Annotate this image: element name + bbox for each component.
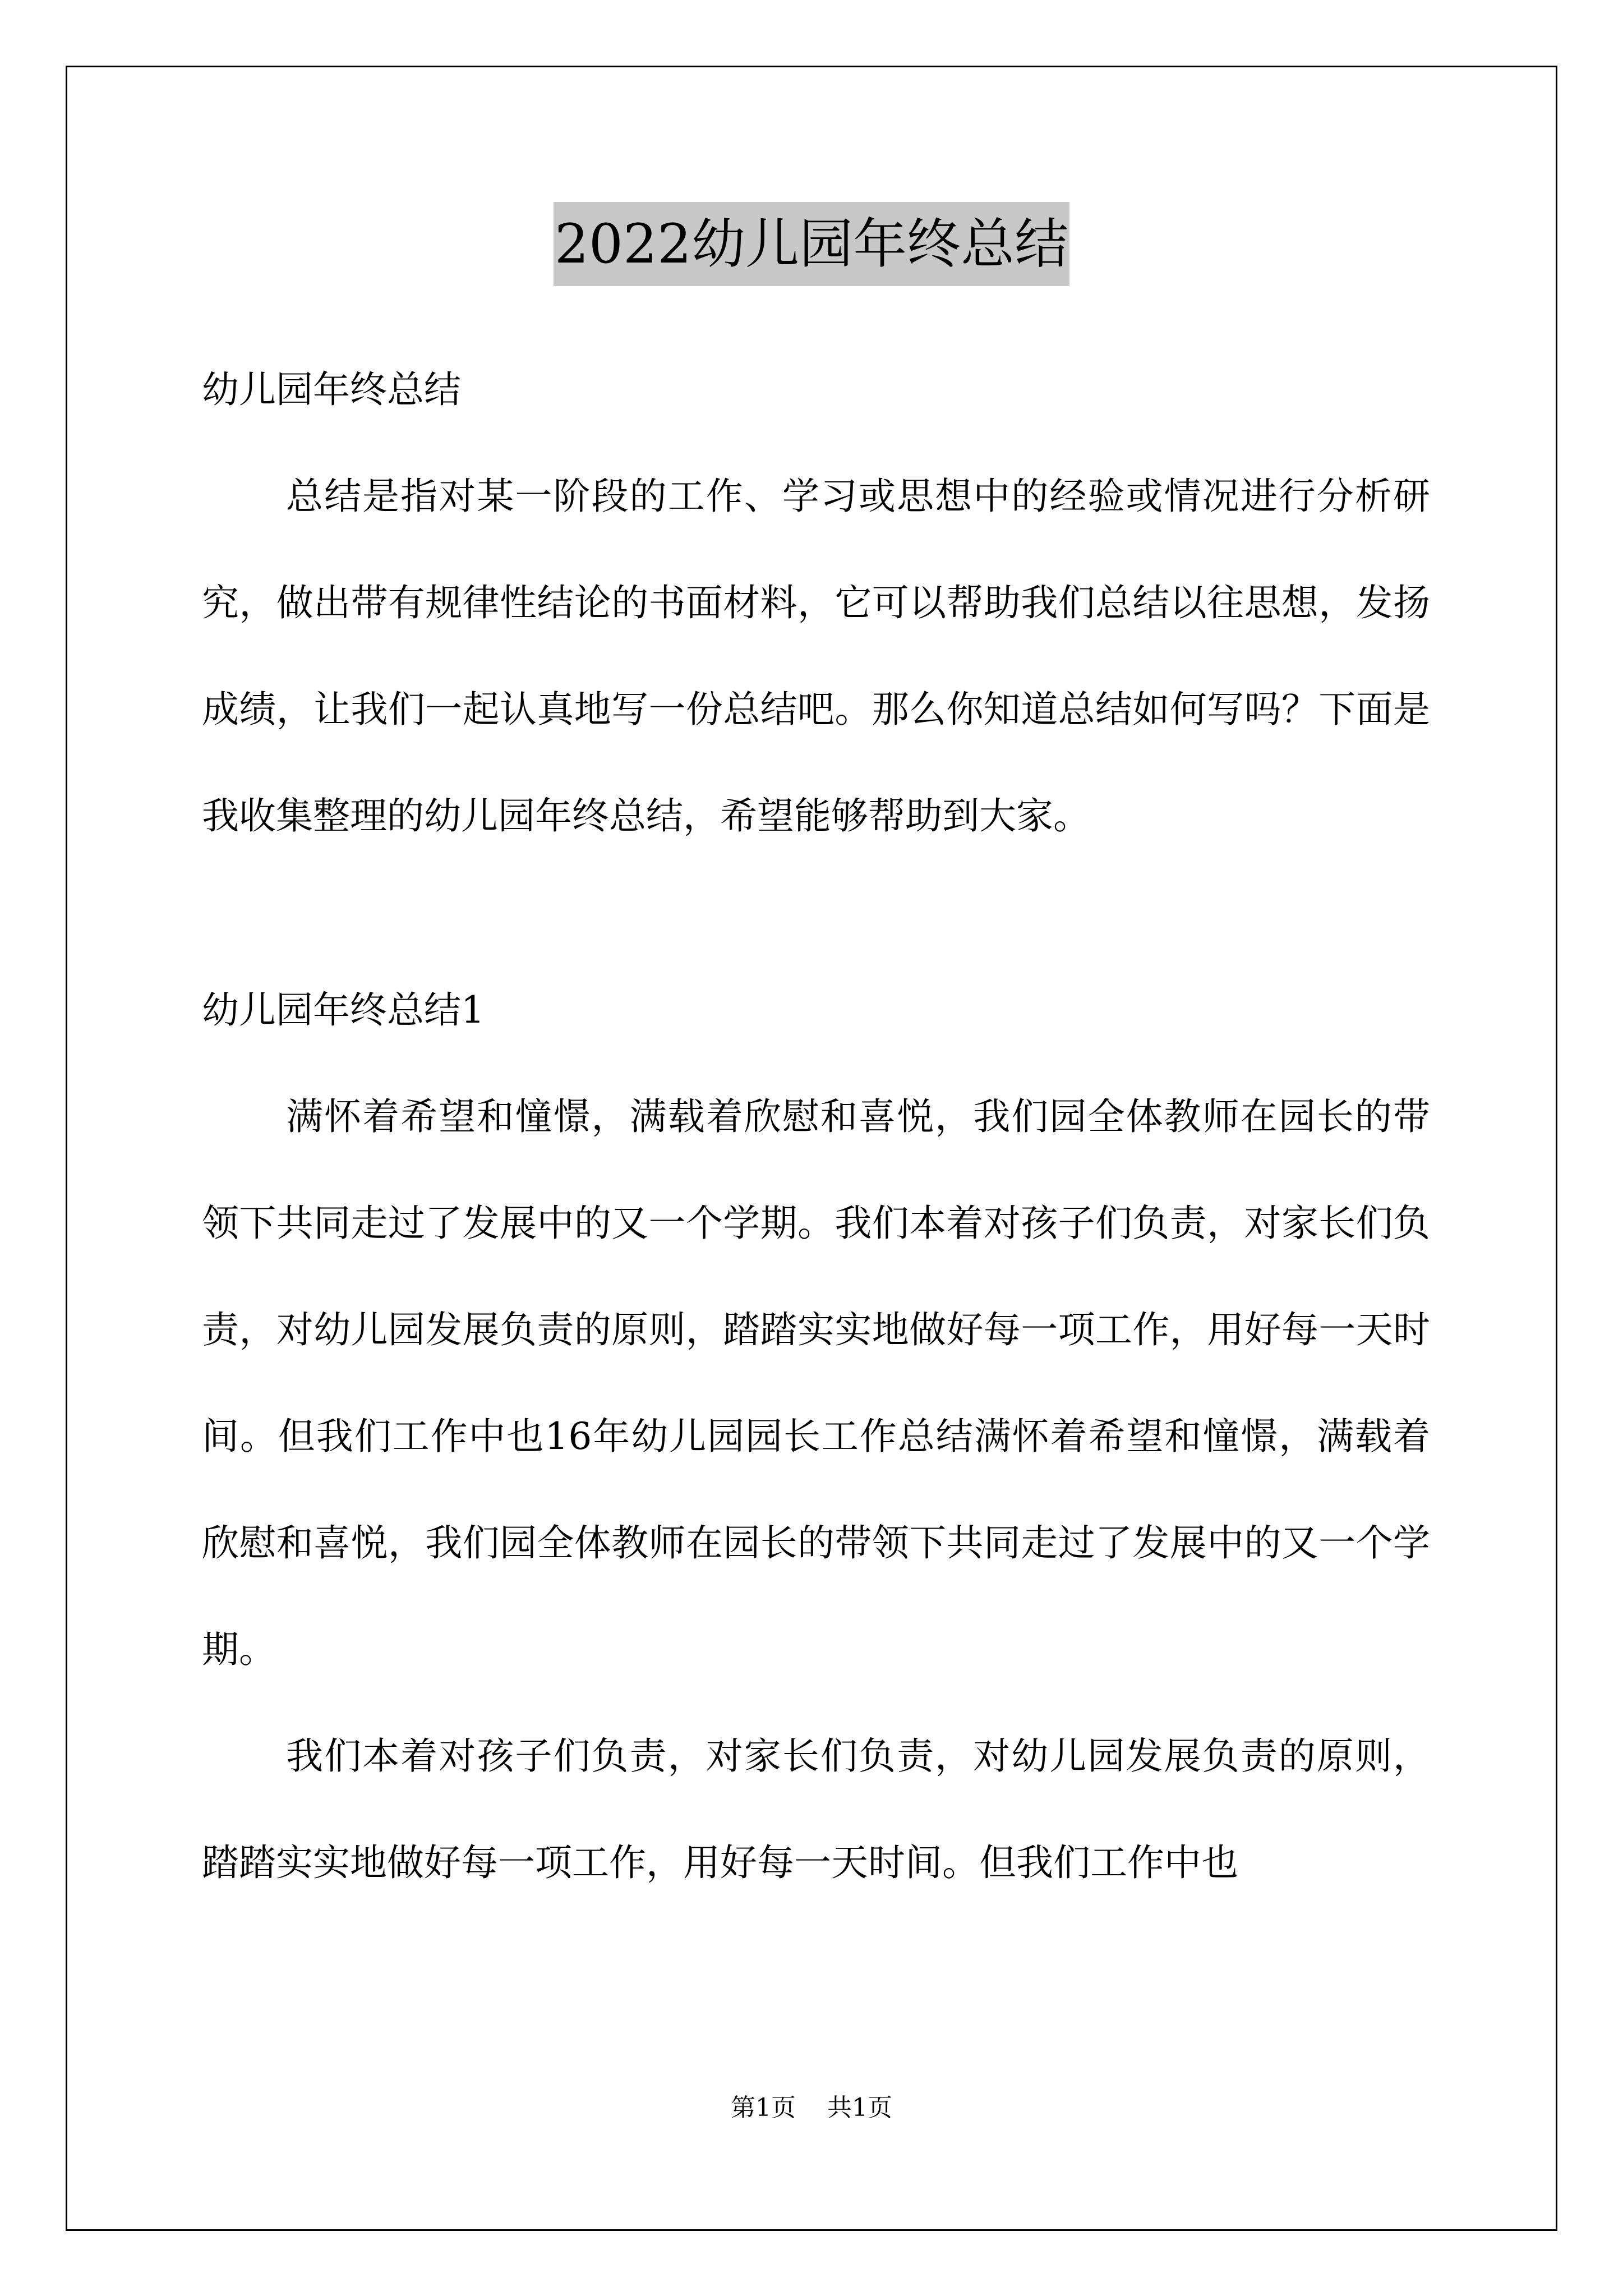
document-body [202,337,1430,1916]
page-number-current: 第1页 [731,2093,796,2122]
body-paragraph-1: 满怀着希望和憧憬，满载着欣慰和喜悦，我们园全体教师在园长的带领下共同走过了发展中的又一个学期。我们本着对孩子们负责，对家长们负责，对幼儿园发展负责的原则，踏踏实实地做好每一项工作，用好每一天时间。但我们工作中也16年幼儿园园长工作总结满怀着希望和憧憬，满载着欣慰和喜悦，我们园全体教师在园长的带领下共同走过了发展中的又一个学期。 [202,1095,1430,1671]
title-container [0,202,1623,286]
document-title: 2022幼儿园年终总结 [554,202,1069,286]
section-spacer [202,869,1430,957]
document-subtitle: 幼儿园年终总结 [202,368,461,411]
page-number-total: 共1页 [827,2093,892,2122]
section-heading: 幼儿园年终总结1 [202,988,485,1032]
body-paragraph-2: 我们本着对孩子们负责，对家长们负责，对幼儿园发展负责的原则，踏踏实实地做好每一项工作，用好每一天时间。但我们工作中也 [202,1734,1430,1884]
page-footer [0,2091,1623,2125]
intro-paragraph: 总结是指对某一阶段的工作、学习或思想中的经验或情况进行分析研究，做出带有规律性结论的书面材料，它可以帮助我们总结以往思想，发扬成绩，让我们一起认真地写一份总结吧。那么你知道总结如何写吗？下面是我收集整理的幼儿园年终总结，希望能够帮助到大家。 [202,475,1430,838]
